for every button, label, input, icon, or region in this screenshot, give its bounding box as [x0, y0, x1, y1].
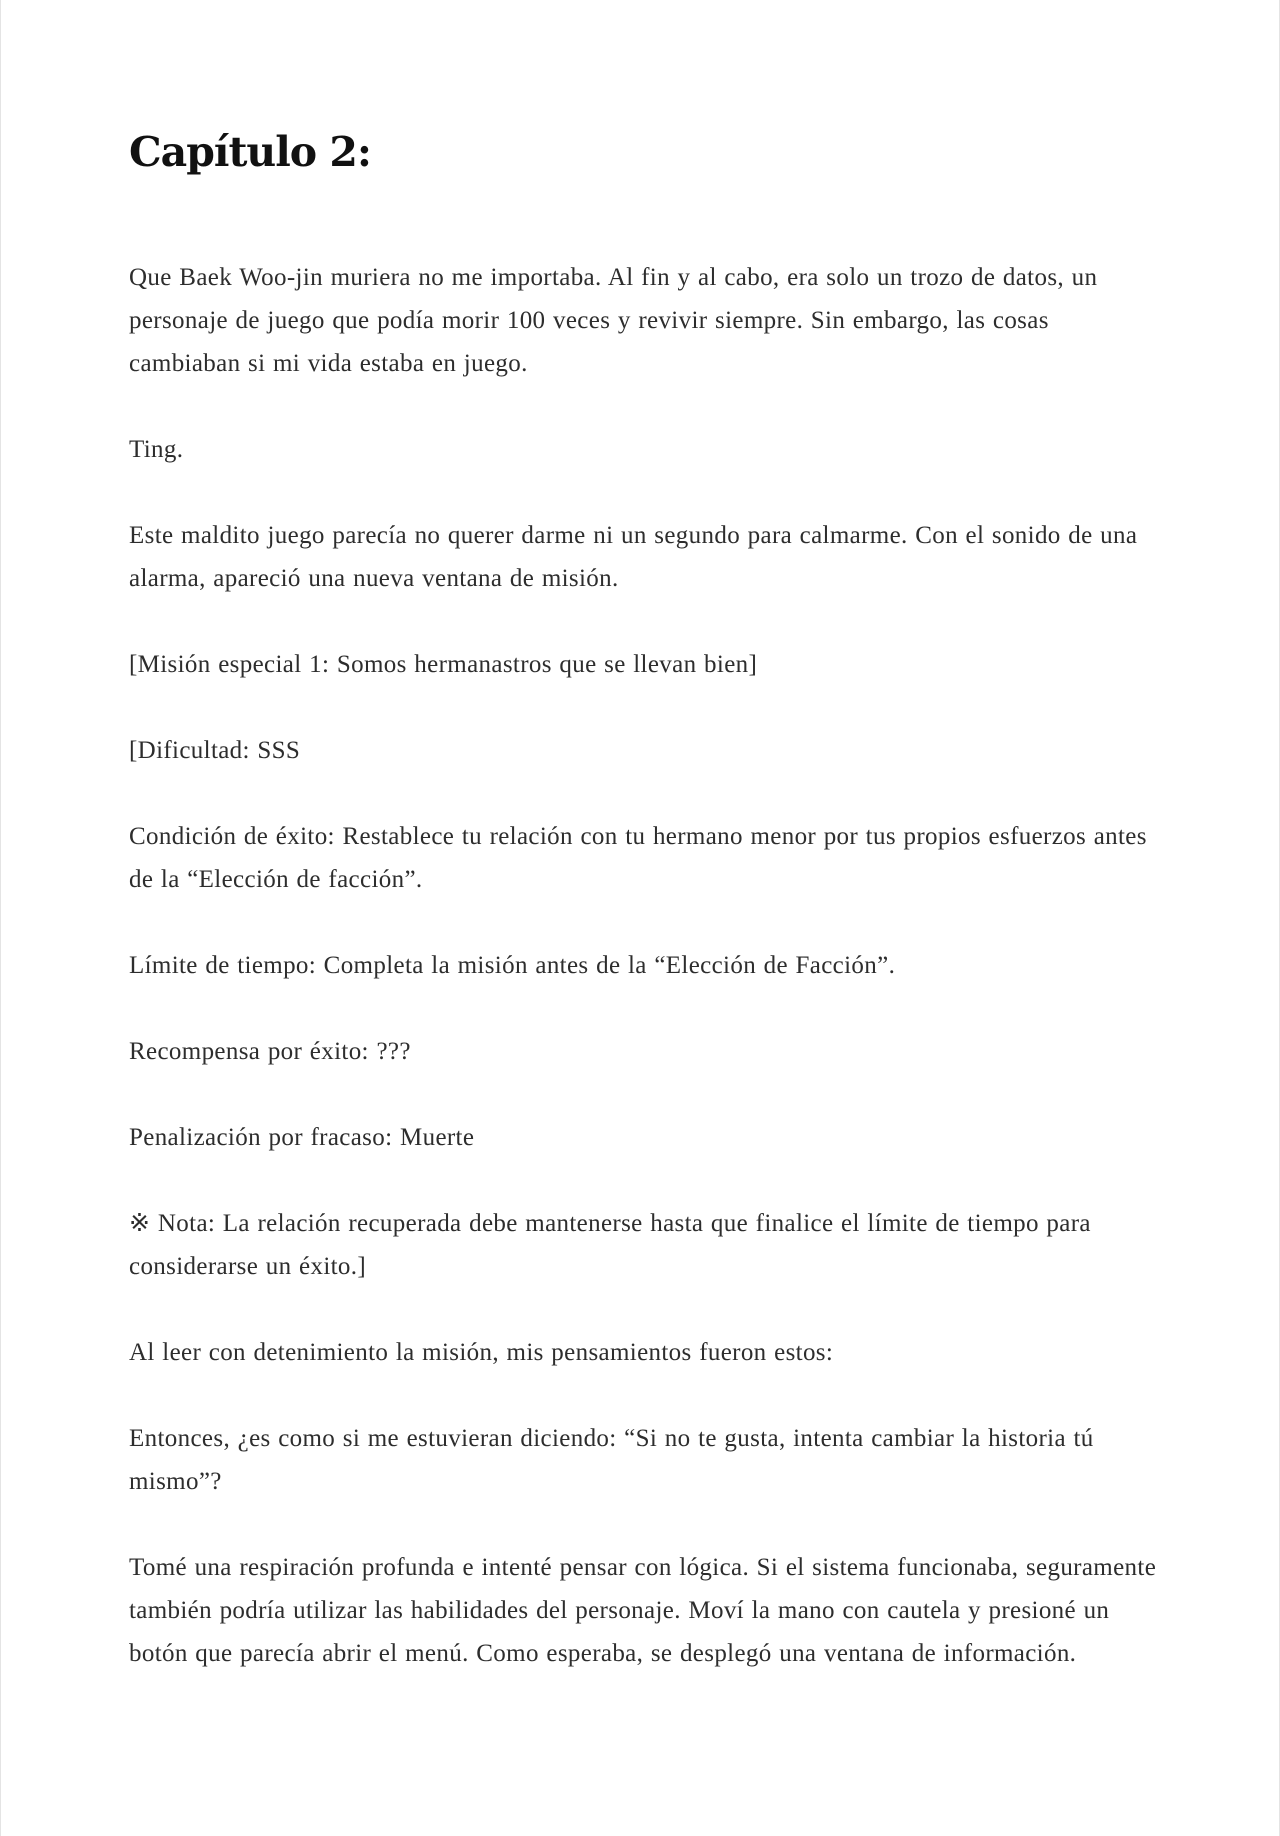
paragraph-narration-2: Este maldito juego parecía no querer darme ni un segundo para calmarme. Con el sonido de una alarma, apareció una nueva ventana de misión. — [129, 522, 1138, 592]
paragraph-mission-success-condition: Condición de éxito: Restablece tu relación con tu hermano menor por tus propios esfuerzos antes de la “Elección de facción”. — [129, 823, 1147, 893]
paragraph-mission-difficulty: [Dificultad: SSS — [129, 737, 301, 764]
paragraph-narration-3: Al leer con detenimiento la misión, mis pensamientos fueron estos: — [129, 1339, 834, 1366]
paragraph-mission-penalty: Penalización por fracaso: Muerte — [129, 1124, 475, 1151]
paragraph-mission-title: [Misión especial 1: Somos hermanastros que se llevan bien] — [129, 651, 758, 678]
paragraph-narration-4: Entonces, ¿es como si me estuvieran diciendo: “Si no te gusta, intenta cambiar la historia tú mismo”? — [129, 1425, 1094, 1495]
chapter-title: Capítulo 2: — [129, 128, 372, 176]
paragraph-mission-time-limit: Límite de tiempo: Completa la misión antes de la “Elección de Facción”. — [129, 952, 896, 979]
paragraph-narration-5: Tomé una respiración profunda e intenté pensar con lógica. Si el sistema funcionaba, seguramente también podría utilizar las habilidades del personaje. Moví la mano con cautela y presioné un botón que parecía abrir el menú. Como esperaba, se desplegó una ventana de información. — [129, 1554, 1157, 1667]
document-content — [129, 122, 1159, 1718]
paragraph-narration-1: Que Baek Woo-jin muriera no me importaba. Al fin y al cabo, era solo un trozo de datos, un personaje de juego que podía morir 100 veces y revivir siempre. Sin embargo, las cosas cambiaban si mi vida estaba en juego. — [129, 264, 1098, 377]
paragraph-mission-note: ※ Nota: La relación recuperada debe mantenerse hasta que finalice el límite de tiempo para considerarse un éxito.] — [129, 1210, 1091, 1280]
paragraph-mission-reward: Recompensa por éxito: ??? — [129, 1038, 411, 1065]
paragraph-sound-effect: Ting. — [129, 436, 184, 463]
